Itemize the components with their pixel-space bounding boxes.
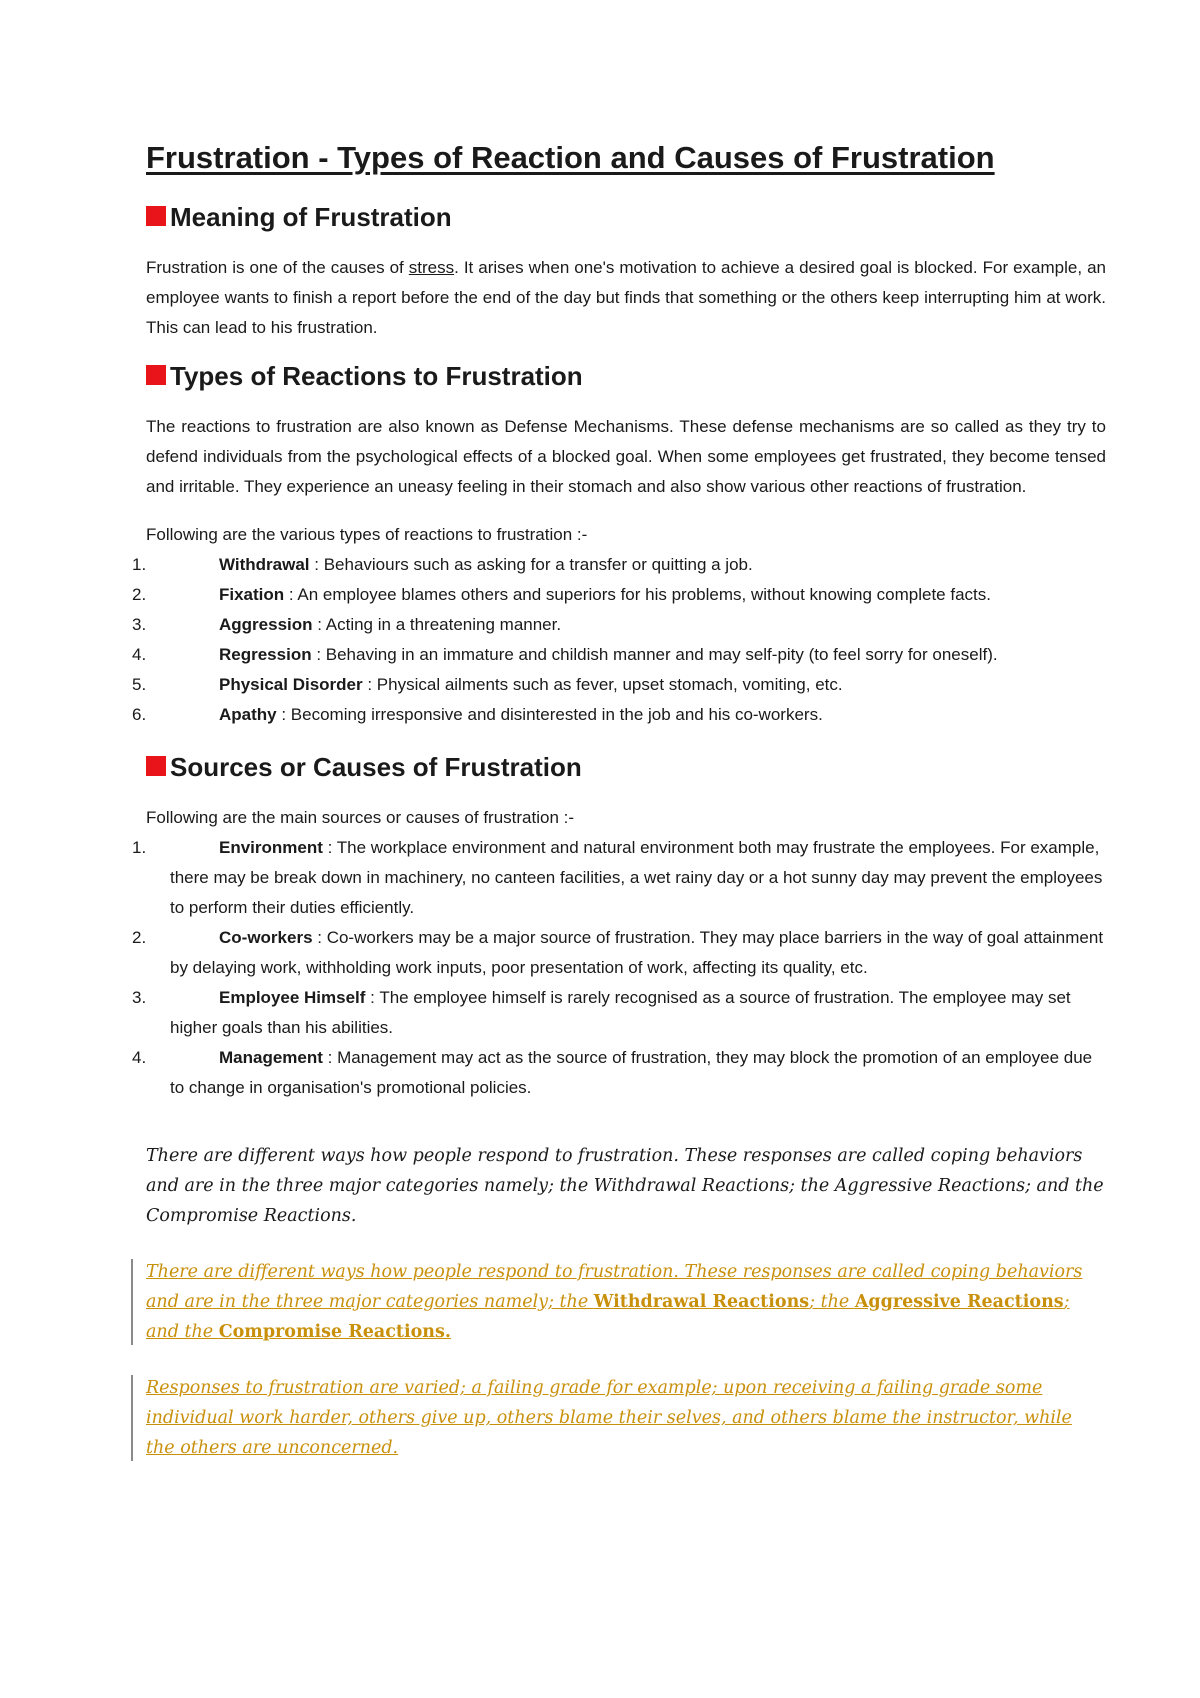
list-number: 2. [132,585,147,604]
list-item [132,700,1106,730]
list-term: Employee Himself [219,988,366,1007]
list-number: 3. [132,988,147,1007]
list-desc: : Behaviours such as asking for a transfer or quitting a job. [309,555,753,574]
section-heading-reactions [146,361,1106,392]
quote-bar [131,1259,133,1345]
list-term: Co-workers [219,928,313,947]
list-term: Physical Disorder [219,675,363,694]
list-item [132,1043,1106,1103]
quote-text: There are different ways how people respond to frustration. These responses are called coping behaviors and are in the three major categories namely; the [146,1262,1083,1312]
list-desc: : An employee blames others and superiors for his problems, without knowing complete facts. [284,585,991,604]
reactions-list [132,550,1106,730]
list-desc: : Physical ailments such as fever, upset stomach, vomiting, etc. [362,675,843,694]
quote-text: ; the [809,1292,855,1312]
coping-note: There are different ways how people respond to frustration. These responses are called coping behaviors and are in the three major categories namely; the Withdrawal Reactions; the Aggressive Reactions; and the Compromise Reactions. [146,1146,1104,1226]
document-page [132,140,1106,1489]
sources-intro: Following are the main sources or causes of frustration :- [146,808,575,827]
section-heading-sources [146,752,1106,783]
list-desc: : Becoming irresponsive and disinterested in the job and his co-workers. [276,705,823,724]
list-number: 3. [132,615,147,634]
section-heading-text: Types of Reactions to Frustration [170,361,583,391]
red-square-bullet-icon [146,365,166,385]
list-item [132,550,1106,580]
document-title: Frustration - Types of Reaction and Causes of Frustration [146,140,995,175]
sources-list [132,833,1106,1103]
quote-bold-term: Compromise Reactions. [218,1322,451,1342]
paragraph-text: . It arises when one's motivation to achieve a desired goal is blocked. For example, an employee wants to finish a report before the end of the day but finds that something or the others keep interrupting him at work. This can lead to his frustration. [146,258,1106,337]
list-term: Apathy [219,705,277,724]
stress-link[interactable]: stress [408,258,455,277]
list-term: Aggression [219,615,313,634]
list-desc: : Acting in a threatening manner. [312,615,562,634]
list-number: 4. [132,645,147,664]
list-item [132,923,1106,983]
meaning-paragraph [146,253,1106,343]
section-heading-text: Meaning of Frustration [170,202,452,232]
red-square-bullet-icon [146,206,166,226]
list-item [132,670,1106,700]
quote-bold-term: Aggressive Reactions [854,1292,1064,1312]
list-desc: : The employee himself is rarely recognised as a source of frustration. The employee may set higher goals than his abilities. [170,988,1071,1037]
list-number: 1. [132,838,147,857]
reactions-intro: Following are the various types of reactions to frustration :- [146,525,588,544]
red-square-bullet-icon [146,756,166,776]
list-item [132,580,1106,610]
list-term: Regression [219,645,312,664]
list-item [132,833,1106,923]
coping-quote [146,1257,1106,1347]
list-number: 2. [132,928,147,947]
quote-bold-term: Withdrawal Reactions [593,1292,810,1312]
list-item [132,983,1106,1043]
responses-quote [146,1373,1106,1463]
section-heading-meaning [146,202,1106,233]
list-term: Withdrawal [219,555,310,574]
section-heading-text: Sources or Causes of Frustration [170,752,582,782]
list-term: Management [219,1048,323,1067]
list-number: 5. [132,675,147,694]
list-term: Environment [219,838,323,857]
list-number: 1. [132,555,147,574]
list-desc: : The workplace environment and natural environment both may frustrate the employees. For example, there may be break down in machinery, no canteen facilities, a wet rainy day or a hot sunny day may prevent the employees to perform their duties efficiently. [170,838,1103,917]
list-number: 4. [132,1048,147,1067]
list-desc: : Management may act as the source of frustration, they may block the promotion of an employee due to change in organisation's promotional policies. [170,1048,1093,1097]
list-item [132,640,1106,670]
list-desc: : Co-workers may be a major source of frustration. They may place barriers in the way of goal attainment by delaying work, withholding work inputs, poor presentation of work, affecting its quality, etc. [170,928,1104,977]
quote-bar [131,1375,133,1461]
list-number: 6. [132,705,147,724]
reactions-paragraph: The reactions to frustration are also known as Defense Mechanisms. These defense mechanisms are so called as they try to defend individuals from the psychological effects of a blocked goal. When some employees get frustrated, they become tensed and irritable. They experience an uneasy feeling in their stomach and also show various other reactions of frustration. [146,417,1106,496]
quote-text: Responses to frustration are varied; a failing grade for example; upon receiving a failing grade some individual work harder, others give up, others blame their selves, and others blame the instructor, while the others are unconcerned. [146,1378,1072,1458]
list-term: Fixation [219,585,285,604]
paragraph-text: Frustration is one of the causes of [146,258,409,277]
list-desc: : Behaving in an immature and childish manner and may self-pity (to feel sorry for oneself). [311,645,998,664]
list-item [132,610,1106,640]
quote-text: ; and the [146,1292,1070,1342]
